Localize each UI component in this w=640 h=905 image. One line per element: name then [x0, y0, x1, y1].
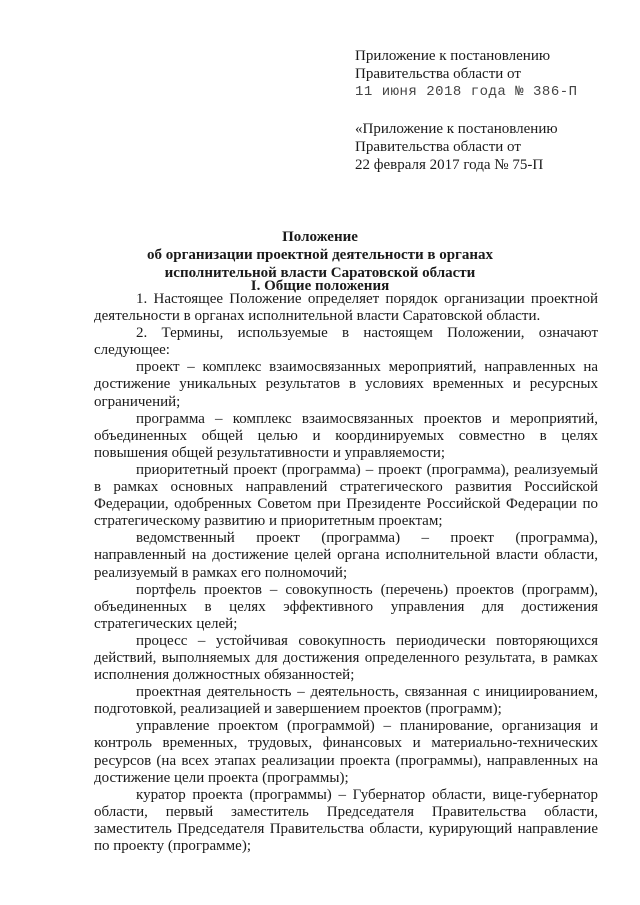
- header-line: Правительства области от: [355, 66, 521, 82]
- paragraph: куратор проекта (программы) – Губернатор области, вице-губернатор области, первый заместитель Председателя Правительства области, заместитель Председателя Правительства области, курирующий направление по проекту (программе);: [94, 786, 598, 854]
- paragraph: приоритетный проект (программа) – проект (программа), реализуемый в рамках основных направлений стратегического развития Российской Федерации, одобренных Советом при Президенте Российской Федерации по стратегическому развитию и приоритетным проектам;: [94, 461, 598, 530]
- paragraph: процесс – устойчивая совокупность периодически повторяющихся действий, выполняемых для достижения определенного результата, в рамках исполнения должностных обязанностей;: [94, 632, 598, 684]
- paragraph: ведомственный проект (программа) – проект (программа), направленный на достижение целей органа исполнительной власти области, реализуемый в рамках его полномочий;: [94, 530, 598, 581]
- paragraph: проектная деятельность – деятельность, связанная с инициированием, подготовкой, реализацией и завершением проектов (программ);: [94, 684, 598, 718]
- paragraph: 2. Термины, используемые в настоящем Положении, означают следующее:: [94, 325, 598, 359]
- paragraph: портфель проектов – совокупность (перечень) проектов (программ), объединенных в целях эффективного управления для достижения стратегических целей;: [94, 581, 598, 632]
- document-title: [0, 228, 640, 282]
- original-appendix-header: [355, 120, 558, 174]
- title-line: Положение: [282, 229, 358, 245]
- title-line: об организации проектной деятельности в органах: [146, 247, 494, 263]
- paragraph: проект – комплекс взаимосвязанных мероприятий, направленных на достижение уникальных результатов в условиях временных и ресурсных ограничений;: [94, 359, 598, 410]
- header-line: Правительства области от: [355, 139, 521, 155]
- paragraph: управление проектом (программой) – планирование, организация и контроль временных, трудовых, финансовых и материально-технических ресурсов (на всех этапах реализации проекта (программы), направленных на достижение цели проекта (программы);: [94, 718, 598, 786]
- date-stamp: 11 июня 2018 года № 386-П: [355, 84, 578, 100]
- title-line: исполнительной власти Саратовской области: [164, 265, 476, 281]
- paragraph: программа – комплекс взаимосвязанных проектов и мероприятий, объединенных общей целью и координируемых совместно в целях повышения общей результативности и управляемости;: [94, 410, 598, 461]
- appendix-reference-header: [355, 47, 578, 101]
- header-line: «Приложение к постановлению: [355, 121, 558, 137]
- paragraph: 1. Настоящее Положение определяет порядок организации проектной деятельности в органах исполнительной власти Саратовской области.: [94, 291, 598, 325]
- document-body: [94, 291, 598, 855]
- header-line: Приложение к постановлению: [355, 48, 551, 64]
- section-heading: I. Общие положения: [250, 278, 390, 294]
- header-line: 22 февраля 2017 года № 75-П: [355, 157, 544, 173]
